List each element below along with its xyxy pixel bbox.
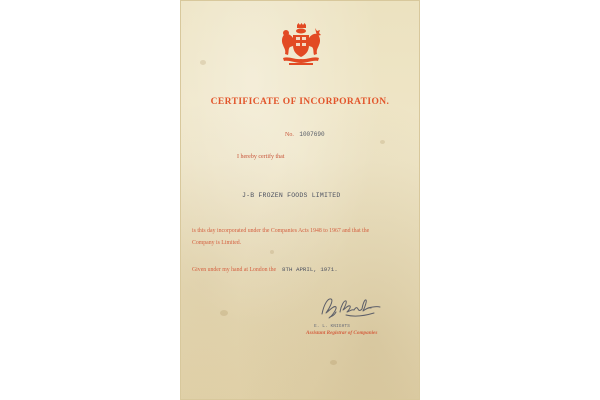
age-stain — [380, 140, 385, 144]
certificate-title: CERTIFICATE OF INCORPORATION. — [210, 97, 390, 107]
age-stain — [270, 250, 274, 254]
certify-text: I hereby certify that — [237, 154, 285, 160]
age-stain — [220, 310, 228, 316]
certificate-number-label: No. — [285, 132, 294, 138]
royal-coat-of-arms-icon — [277, 22, 323, 68]
given-text: Given under my hand at London the — [192, 267, 277, 273]
certificate-paper — [180, 0, 420, 400]
incorporation-line-1: is this day incorporated under the Companies Acts 1948 to 1967 and that the — [192, 228, 370, 234]
certificate-number-row — [285, 131, 325, 138]
given-under-hand-line — [192, 266, 338, 273]
age-stain — [200, 60, 206, 65]
incorporation-line-2: Company is Limited. — [192, 240, 242, 246]
certificate-number-value: 1007690 — [299, 131, 325, 138]
registrar-signature — [316, 292, 386, 326]
issue-date: 8TH APRIL, 1971. — [282, 266, 338, 273]
age-stain — [330, 360, 337, 365]
signatory-title: Assistant Registrar of Companies — [306, 330, 378, 336]
company-name: J-B FROZEN FOODS LIMITED — [242, 192, 341, 199]
signatory-name: E. L. KNIGHTS — [314, 324, 350, 329]
